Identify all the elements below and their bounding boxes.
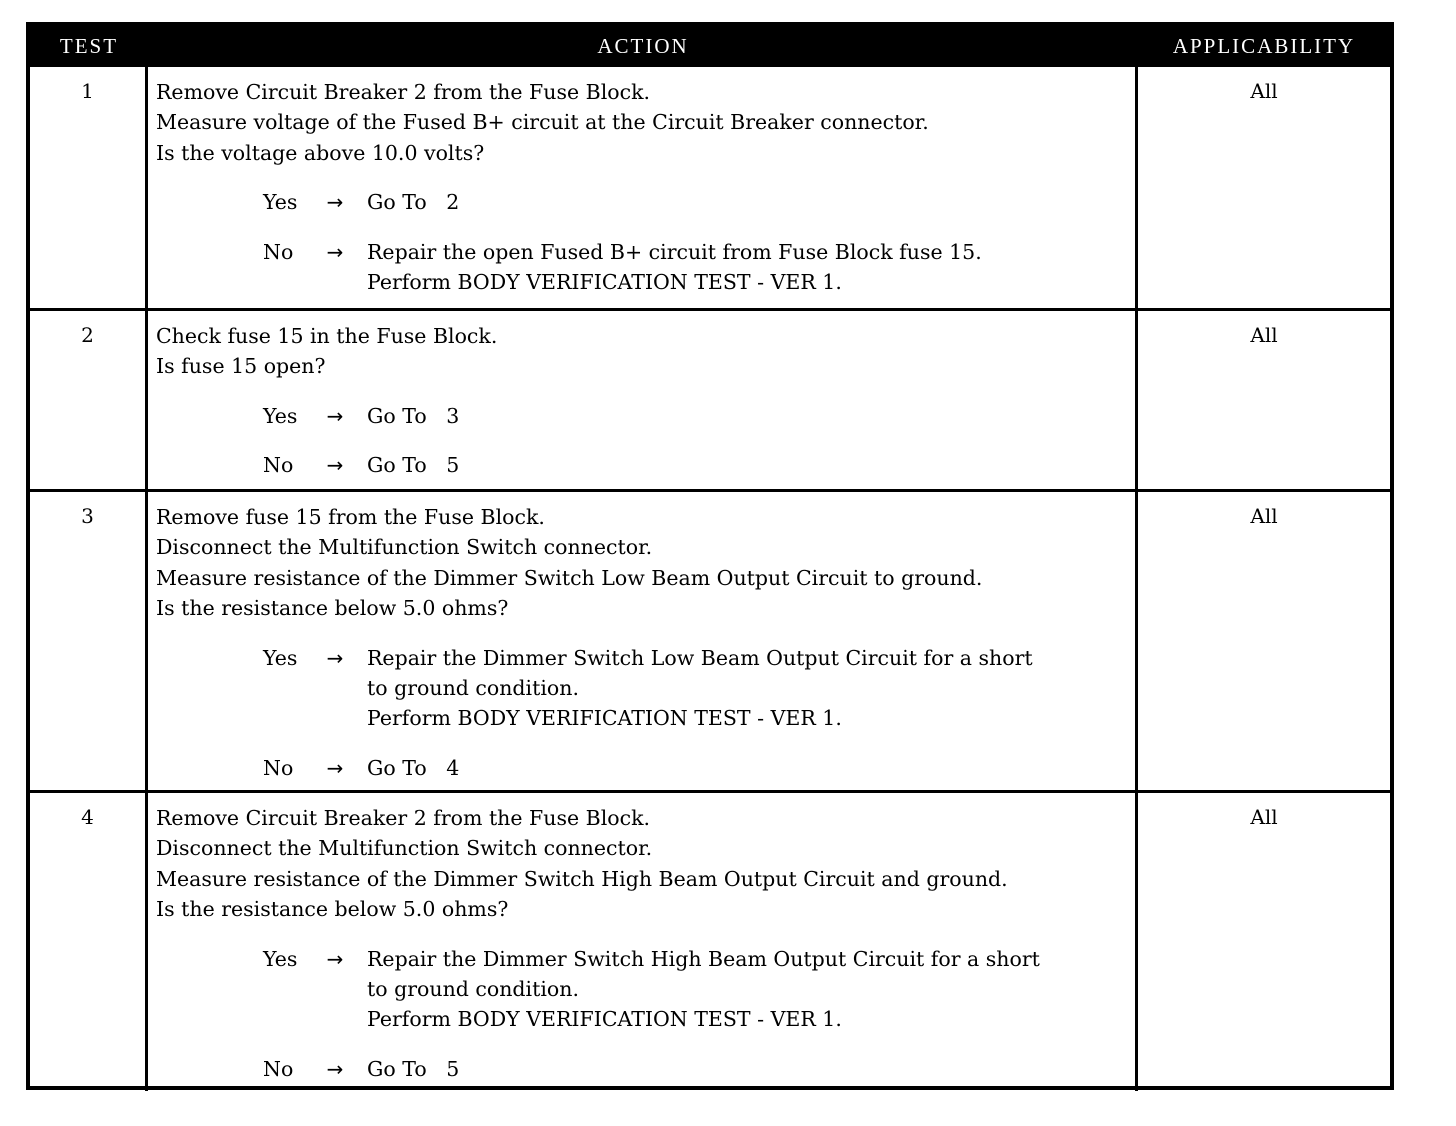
response-line (156, 944, 1129, 1035)
response-answer: Yes (263, 404, 298, 429)
applicability-value: All (1250, 504, 1278, 528)
arrow-right-icon: → (326, 946, 344, 971)
action-step: Is the resistance below 5.0 ohms? (156, 595, 509, 620)
response-text: Repair the open Fused B+ circuit from Fuse Block fuse 15. (367, 239, 982, 264)
test-number: 3 (30, 492, 148, 790)
table-row (30, 790, 1390, 1091)
response-text: Go To 5 (367, 453, 460, 478)
response-line (156, 1054, 1129, 1084)
table-header (30, 26, 1390, 67)
action-step: Is fuse 15 open? (156, 354, 326, 379)
test-number: 1 (30, 67, 148, 308)
arrow-right-icon: → (326, 404, 344, 429)
action-step: Is the voltage above 10.0 volts? (156, 140, 485, 165)
response-line (156, 187, 1129, 217)
action-step: Measure resistance of the Dimmer Switch High Beam Output Circuit and ground. (156, 866, 1008, 891)
table-row (30, 489, 1390, 790)
response-body (367, 643, 1129, 734)
arrow-right-icon: → (326, 755, 344, 780)
response-text: Perform BODY VERIFICATION TEST - VER 1. (367, 706, 842, 731)
response-body (367, 187, 1129, 217)
action-cell (148, 492, 1138, 790)
response-line (156, 237, 1129, 298)
response-text: Perform BODY VERIFICATION TEST - VER 1. (367, 269, 842, 294)
response-answer: Yes (263, 645, 298, 670)
action-step: Measure voltage of the Fused B+ circuit at the Circuit Breaker connector. (156, 110, 929, 135)
action-step: Measure resistance of the Dimmer Switch Low Beam Output Circuit to ground. (156, 565, 983, 590)
table-row (30, 67, 1390, 308)
action-step: Remove fuse 15 from the Fuse Block. (156, 505, 545, 529)
response-line (156, 753, 1129, 783)
arrow-right-icon: → (326, 190, 344, 215)
arrow-right-icon: → (326, 453, 344, 478)
response-body (367, 944, 1129, 1035)
test-number: 4 (30, 793, 148, 1091)
table-row (30, 308, 1390, 489)
header-test: TEST (59, 34, 119, 58)
response-line (156, 643, 1129, 734)
response-text: Perform BODY VERIFICATION TEST - VER 1. (367, 1007, 842, 1032)
response-answer: No (263, 755, 294, 780)
applicability-value: All (1250, 805, 1278, 829)
response-body (367, 450, 1129, 480)
response-answer: Yes (263, 946, 298, 971)
applicability-value: All (1250, 323, 1278, 347)
action-cell (148, 793, 1138, 1091)
action-step: Remove Circuit Breaker 2 from the Fuse Block. (156, 806, 651, 830)
arrow-right-icon: → (326, 1056, 344, 1081)
response-text: Repair the Dimmer Switch Low Beam Output Circuit for a short (367, 645, 1033, 670)
arrow-right-icon: → (326, 239, 344, 264)
response-answer: Yes (263, 190, 298, 215)
action-step: Remove Circuit Breaker 2 from the Fuse Block. (156, 80, 651, 104)
response-body (367, 1054, 1129, 1084)
response-body (367, 237, 1129, 298)
diagnostic-table (26, 22, 1394, 1090)
response-answer: No (263, 1056, 294, 1081)
response-text: Go To 2 (367, 190, 460, 215)
response-text: to ground condition. (367, 976, 579, 1001)
action-cell (148, 67, 1138, 308)
action-cell (148, 311, 1138, 489)
table-body (30, 67, 1390, 1091)
action-step: Disconnect the Multifunction Switch connector. (156, 836, 653, 861)
response-text: Go To 4 (367, 755, 460, 780)
test-number: 2 (30, 311, 148, 489)
response-body (367, 753, 1129, 783)
response-text: Go To 3 (367, 404, 460, 429)
response-answer: No (263, 239, 294, 264)
applicability-value: All (1250, 79, 1278, 103)
action-step: Disconnect the Multifunction Switch connector. (156, 535, 653, 560)
response-line (156, 401, 1129, 431)
response-text: Go To 5 (367, 1056, 460, 1081)
response-text: Repair the Dimmer Switch High Beam Output Circuit for a short (367, 946, 1040, 971)
header-action: ACTION (597, 34, 689, 58)
response-body (367, 401, 1129, 431)
arrow-right-icon: → (326, 645, 344, 670)
header-applicability: APPLICABILITY (1172, 34, 1356, 58)
action-step: Is the resistance below 5.0 ohms? (156, 896, 509, 921)
response-line (156, 450, 1129, 480)
action-step: Check fuse 15 in the Fuse Block. (156, 324, 498, 348)
response-answer: No (263, 453, 294, 478)
response-text: to ground condition. (367, 675, 579, 700)
